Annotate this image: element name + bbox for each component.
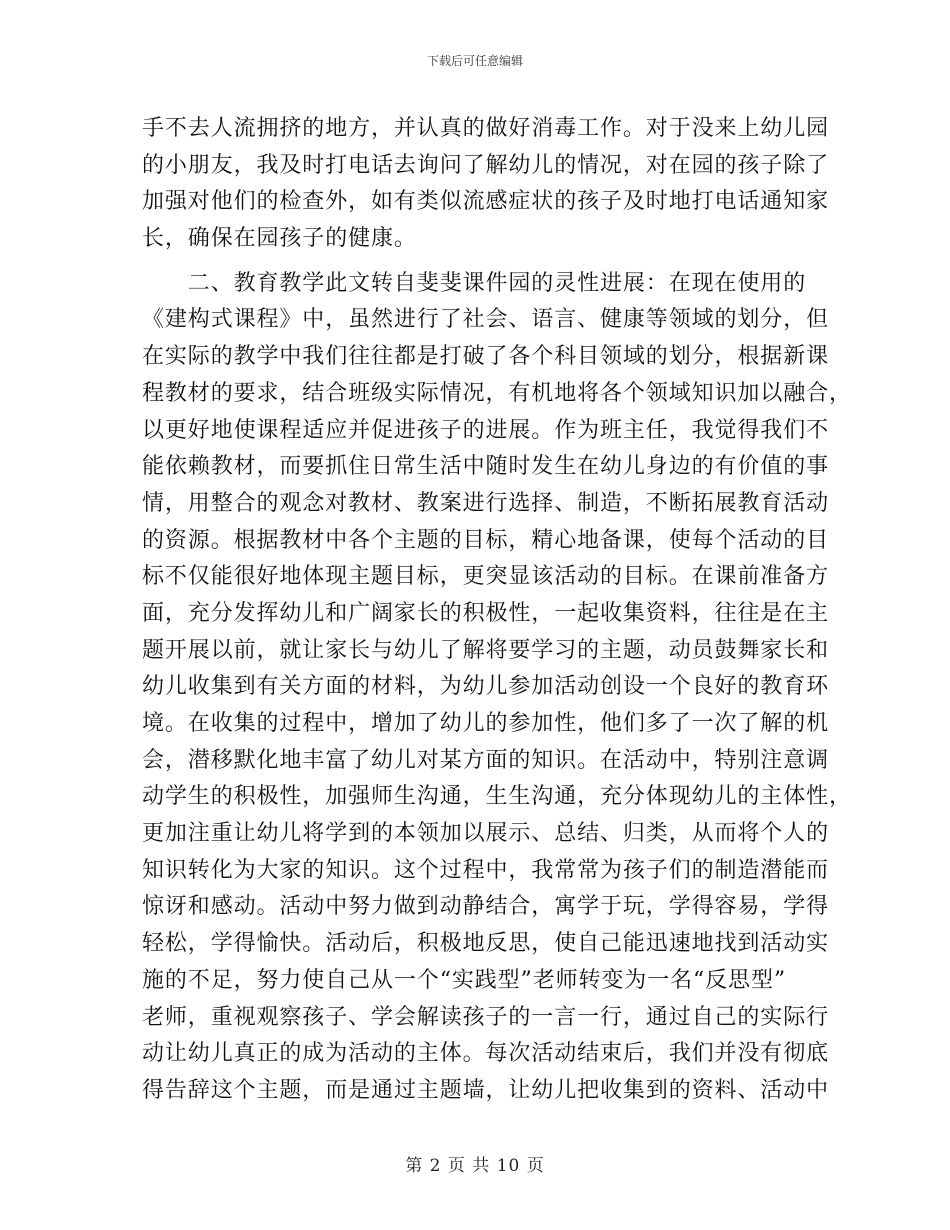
text-line: 的小朋友，我及时打电话去询问了解幼儿的情况，对在园的孩子除了 (142, 152, 830, 178)
text-line: 长，确保在园孩子的健康。 (142, 226, 417, 252)
text-line: 更加注重让幼儿将学到的本领加以展示、总结、归类，从而将个人的 (142, 821, 830, 847)
text-line: 知识转化为大家的知识。这个过程中，我常常为孩子们的制造潜能而 (142, 857, 830, 883)
text-line: 老师，重视观察孩子、学会解读孩子的一言一行，通过自己的实际行 (142, 1004, 830, 1030)
text-line: 轻松，学得愉快。活动后，积极地反思，使自己能迅速地找到活动实 (142, 931, 830, 957)
text-line: 会，潜移默化地丰富了幼儿对某方面的知识。在活动中，特别注意调 (142, 747, 830, 773)
text-line: 标不仅能很好地体现主题目标，更突显该活动的目标。在课前准备方 (142, 564, 830, 590)
text-line: 幼儿收集到有关方面的材料，为幼儿参加活动创设一个良好的教育环 (142, 674, 830, 700)
text-line: 得告辞这个主题，而是通过主题墙，让幼儿把收集到的资料、活动中 (142, 1077, 830, 1103)
text-line: 境。在收集的过程中，增加了幼儿的参加性，他们多了一次了解的机 (142, 711, 830, 736)
text-line: 在实际的教学中我们往往都是打破了各个科目领域的划分，根据新课 (142, 344, 830, 370)
text-line: 加强对他们的检查外，如有类似流感症状的孩子及时地打电话通知家 (142, 189, 830, 215)
text-line: 的资源。根据教材中各个主题的目标，精心地备课，使每个活动的目 (142, 527, 830, 553)
text-line: 以更好地使课程适应并促进孩子的进展。作为班主任，我觉得我们不 (142, 417, 830, 443)
text-line: 能依赖教材，而要抓住日常生活中随时发生在幼儿身边的有价值的事 (142, 454, 830, 480)
document-body (142, 111, 852, 1110)
text-line: 程教材的要求，结合班级实际情况，有机地将各个领域知识加以融合， (142, 380, 852, 406)
page-number: 第 2 页 共 10 页 (405, 1156, 545, 1176)
text-line: 手不去人流拥挤的地方，并认真的做好消毒工作。对于没来上幼儿园 (142, 116, 830, 141)
text-line: 情，用整合的观念对教材、教案进行选择、制造，不断拓展教育活动 (142, 490, 830, 516)
text-line: 惊讶和感动。活动中努力做到动静结合，寓学于玩，学得容易，学得 (142, 894, 830, 920)
text-line: 题开展以前，就让家长与幼儿了解将要学习的主题，动员鼓舞家长和 (142, 637, 830, 663)
text-line: 二、教育教学此文转自斐斐课件园的灵性进展：在现在使用的 (142, 270, 807, 296)
paragraph-hygiene (142, 111, 830, 258)
text-line: 面，充分发挥幼儿和广阔家长的积极性，一起收集资料，往往是在主 (142, 600, 830, 626)
text-line: 《建构式课程》中，虽然进行了社会、语言、健康等领域的划分，但 (142, 307, 830, 333)
paragraph-teaching (142, 266, 852, 1110)
text-line: 动学生的积极性，加强师生沟通，生生沟通，充分体现幼儿的主体性， (142, 784, 852, 810)
text-line: 施的不足，努力使自己从一个“实践型”老师转变为一名“反思型” (142, 967, 786, 993)
text-line: 动让幼儿真正的成为活动的主体。每次活动结束后，我们并没有彻底 (142, 1041, 830, 1067)
page-header: 下载后可任意编辑 (426, 54, 523, 68)
